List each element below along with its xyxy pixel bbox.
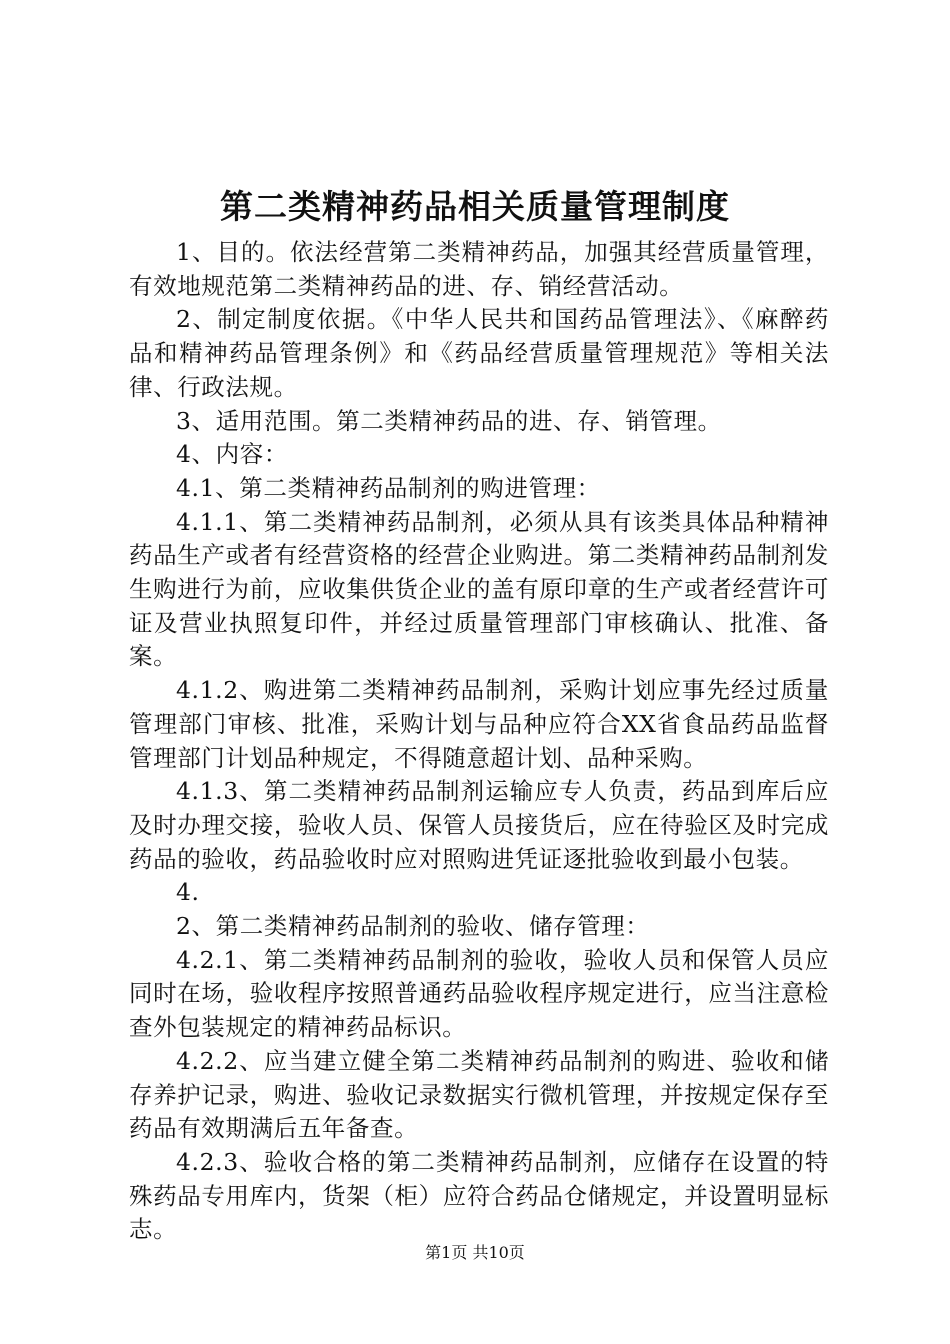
paragraph-section-4-2-2: 4.2.2、应当建立健全第二类精神药品制剂的购进、验收和储存养护记录，购进、验收记录数据实行微机管理，并按规定保存至药品有效期满后五年备查。	[129, 1046, 829, 1143]
paragraph-content-heading: 4、内容：	[176, 440, 288, 469]
paragraph-section-4-2-1: 4.2.1、第二类精神药品制剂的验收，验收人员和保管人员应同时在场，验收程序按照普通药品验收程序规定进行，应当注意检查外包装规定的精神药品标识。	[129, 945, 829, 1042]
paragraph-purpose: 1、目的。依法经营第二类精神药品，加强其经营质量管理，有效地规范第二类精神药品的进、存、销经营活动。	[129, 238, 829, 300]
paragraph-scope: 3、适用范围。第二类精神药品的进、存、销管理。	[176, 406, 722, 435]
paragraph-section-4-1-3: 4.1.3、第二类精神药品制剂运输应专人负责，药品到库后应及时办理交接，验收人员、保管人员接货后，应在待验区及时完成药品的验收，药品验收时应对照购进凭证逐批验收到最小包装。	[129, 777, 829, 873]
paragraph-section-4-1-1: 4.1.1、第二类精神药品制剂，必须从具有该类具体品种精神药品生产或者有经营资格的经营企业购进。第二类精神药品制剂发生购进行为前，应收集供货企业的盖有原印章的生产或者经营许可证及营业执照复印件，并经过质量管理部门审核确认、批准、备案。	[129, 507, 829, 671]
document-body	[129, 236, 829, 1247]
paragraph-section-4-2: 2、第二类精神药品制剂的验收、储存管理：	[176, 912, 650, 941]
paragraph-section-4-1-2: 4.1.2、购进第二类精神药品制剂，采购计划应事先经过质量管理部门审核、批准，采购计划与品种应符合XX省食品药品监督管理部门计划品种规定，不得随意超计划、品种采购。	[129, 676, 829, 772]
paragraph-section-4-1: 4.1、第二类精神药品制剂的购进管理：	[176, 473, 601, 502]
document-title: 第二类精神药品相关质量管理制度	[220, 187, 730, 226]
page-footer: 第1页 共10页	[425, 1243, 525, 1262]
paragraph-section-4-2-3: 4.2.3、验收合格的第二类精神药品制剂，应储存在设置的特殊药品专用库内，货架（柜）应符合药品仓储规定，并设置明显标志。	[129, 1147, 829, 1244]
paragraph-basis: 2、制定制度依据。《中华人民共和国药品管理法》、《麻醉药品和精神药品管理条例》和《药品经营质量管理规范》等相关法律、行政法规。	[129, 305, 829, 401]
paragraph-section-4-fragment: 4.	[176, 878, 200, 907]
